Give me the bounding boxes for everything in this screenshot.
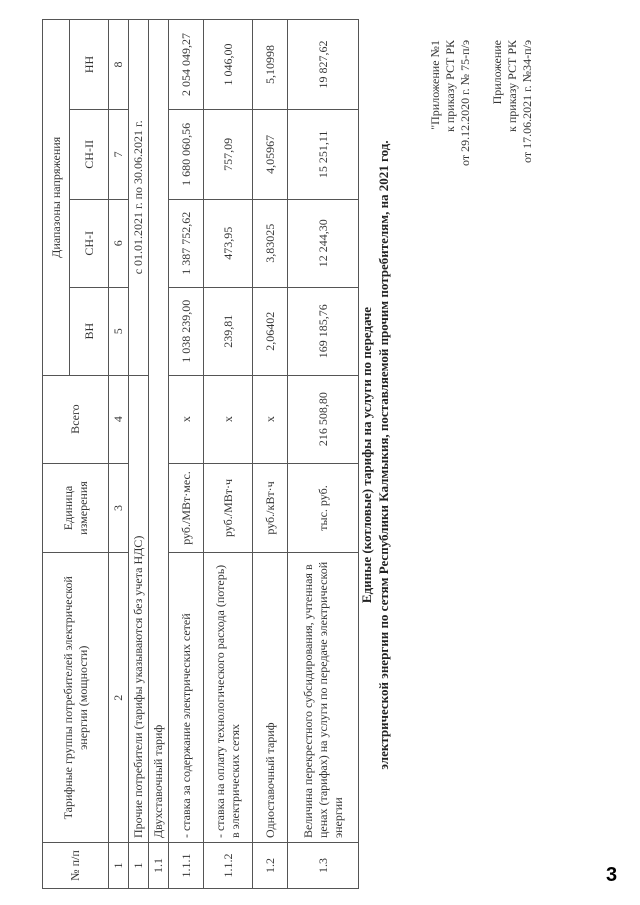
appendix-2-line2: к приказу РСТ РК — [443, 40, 457, 132]
row-sn1: 1 387 752,62 — [169, 199, 204, 287]
appendix-block-current — [490, 40, 535, 163]
row-nn: 1 046,00 — [204, 20, 253, 110]
section-period: с 01.01.2021 г. по 30.06.2021 г. — [129, 20, 149, 376]
row-sn1: 3,83025 — [253, 199, 288, 287]
index-cell: 4 — [109, 375, 129, 463]
row-total: х — [169, 375, 204, 463]
table-header-row — [43, 20, 70, 889]
row-sn2: 757,09 — [204, 109, 253, 199]
table-row — [253, 20, 288, 889]
row-label: Одноставочный тариф — [253, 553, 288, 843]
row-total: 216 508,80 — [288, 375, 359, 463]
row-label: - ставка за содержание электрических сетей — [169, 553, 204, 843]
row-vn: 1 038 239,00 — [169, 287, 204, 375]
row-unit: руб./кВт·ч — [253, 463, 288, 553]
row-nn: 5,10998 — [253, 20, 288, 110]
appendix-2-line3: от 29.12.2020 г. № 75-п/э — [458, 40, 472, 167]
row-vn: 2,06402 — [253, 287, 288, 375]
appendix-block-original — [428, 40, 473, 166]
row-vn: 169 185,76 — [288, 287, 359, 375]
row-num: 1.1.2 — [204, 843, 253, 889]
row-unit: руб./МВт·ч — [204, 463, 253, 553]
index-cell: 6 — [109, 199, 129, 287]
header-num: № п/п — [43, 843, 109, 889]
row-sn1: 12 244,30 — [288, 199, 359, 287]
table-index-row — [109, 20, 129, 889]
header-group: Тарифные группы потребителей электрической энергии (мощности) — [43, 553, 109, 843]
row-nn: 19 827,62 — [288, 20, 359, 110]
subsection-label: Двухставочный тариф — [149, 20, 169, 843]
index-cell: 3 — [109, 463, 129, 553]
row-total: х — [204, 375, 253, 463]
table-row — [169, 20, 204, 889]
table-subsection-row — [149, 20, 169, 889]
index-cell: 7 — [109, 109, 129, 199]
header-sn2: СН-II — [70, 109, 109, 199]
subsection-num: 1.1 — [149, 843, 169, 889]
appendix-1-line2: к приказу РСТ РК — [505, 40, 519, 132]
header-nn: НН — [70, 20, 109, 110]
row-label: - ставка на оплату технологического расхода (потерь) в электрических сетях — [204, 553, 253, 843]
table-section-row — [129, 20, 149, 889]
header-unit: Единица измерения — [43, 463, 109, 553]
header-total: Всего — [43, 375, 109, 463]
row-total: х — [253, 375, 288, 463]
row-label: Величина перекрестного субсидирования, учтенная в ценах (тарифах) на услуги по передаче электрической энергии — [288, 553, 359, 843]
index-cell: 1 — [109, 843, 129, 889]
header-voltage: Диапазоны напряжения — [43, 20, 70, 376]
document-title — [358, 35, 392, 875]
index-cell: 5 — [109, 287, 129, 375]
row-num: 1.3 — [288, 843, 359, 889]
table-row — [204, 20, 253, 889]
header-vn: ВН — [70, 287, 109, 375]
appendix-2-line1: "Приложение №1 — [428, 40, 442, 130]
appendix-1-line3: от 17.06.2021 г. №34-п/э — [520, 40, 534, 164]
title-line1: Единые (котловые) тарифы на услуги по передаче — [359, 306, 374, 604]
tariff-table — [42, 19, 359, 889]
row-sn2: 4,05967 — [253, 109, 288, 199]
row-nn: 2 054 049,27 — [169, 20, 204, 110]
row-unit: тыс. руб. — [288, 463, 359, 553]
page-number: 3 — [606, 864, 618, 886]
row-unit: руб./МВт·мес. — [169, 463, 204, 553]
row-num: 1.2 — [253, 843, 288, 889]
section-num: 1 — [129, 843, 149, 889]
title-line2: электрической энергии по сетям Республики Калмыкия, поставляемой прочим потребителям, на 2021 год. — [376, 140, 391, 770]
row-sn1: 473,95 — [204, 199, 253, 287]
section-label: Прочие потребители (тарифы указываются без учета НДС) — [129, 375, 149, 842]
row-vn: 239,81 — [204, 287, 253, 375]
index-cell: 2 — [109, 553, 129, 843]
index-cell: 8 — [109, 20, 129, 110]
row-sn2: 1 680 060,56 — [169, 109, 204, 199]
table-row — [288, 20, 359, 889]
appendix-1-line1: Приложение — [490, 40, 504, 105]
row-sn2: 15 251,11 — [288, 109, 359, 199]
row-num: 1.1.1 — [169, 843, 204, 889]
header-sn1: СН-I — [70, 199, 109, 287]
